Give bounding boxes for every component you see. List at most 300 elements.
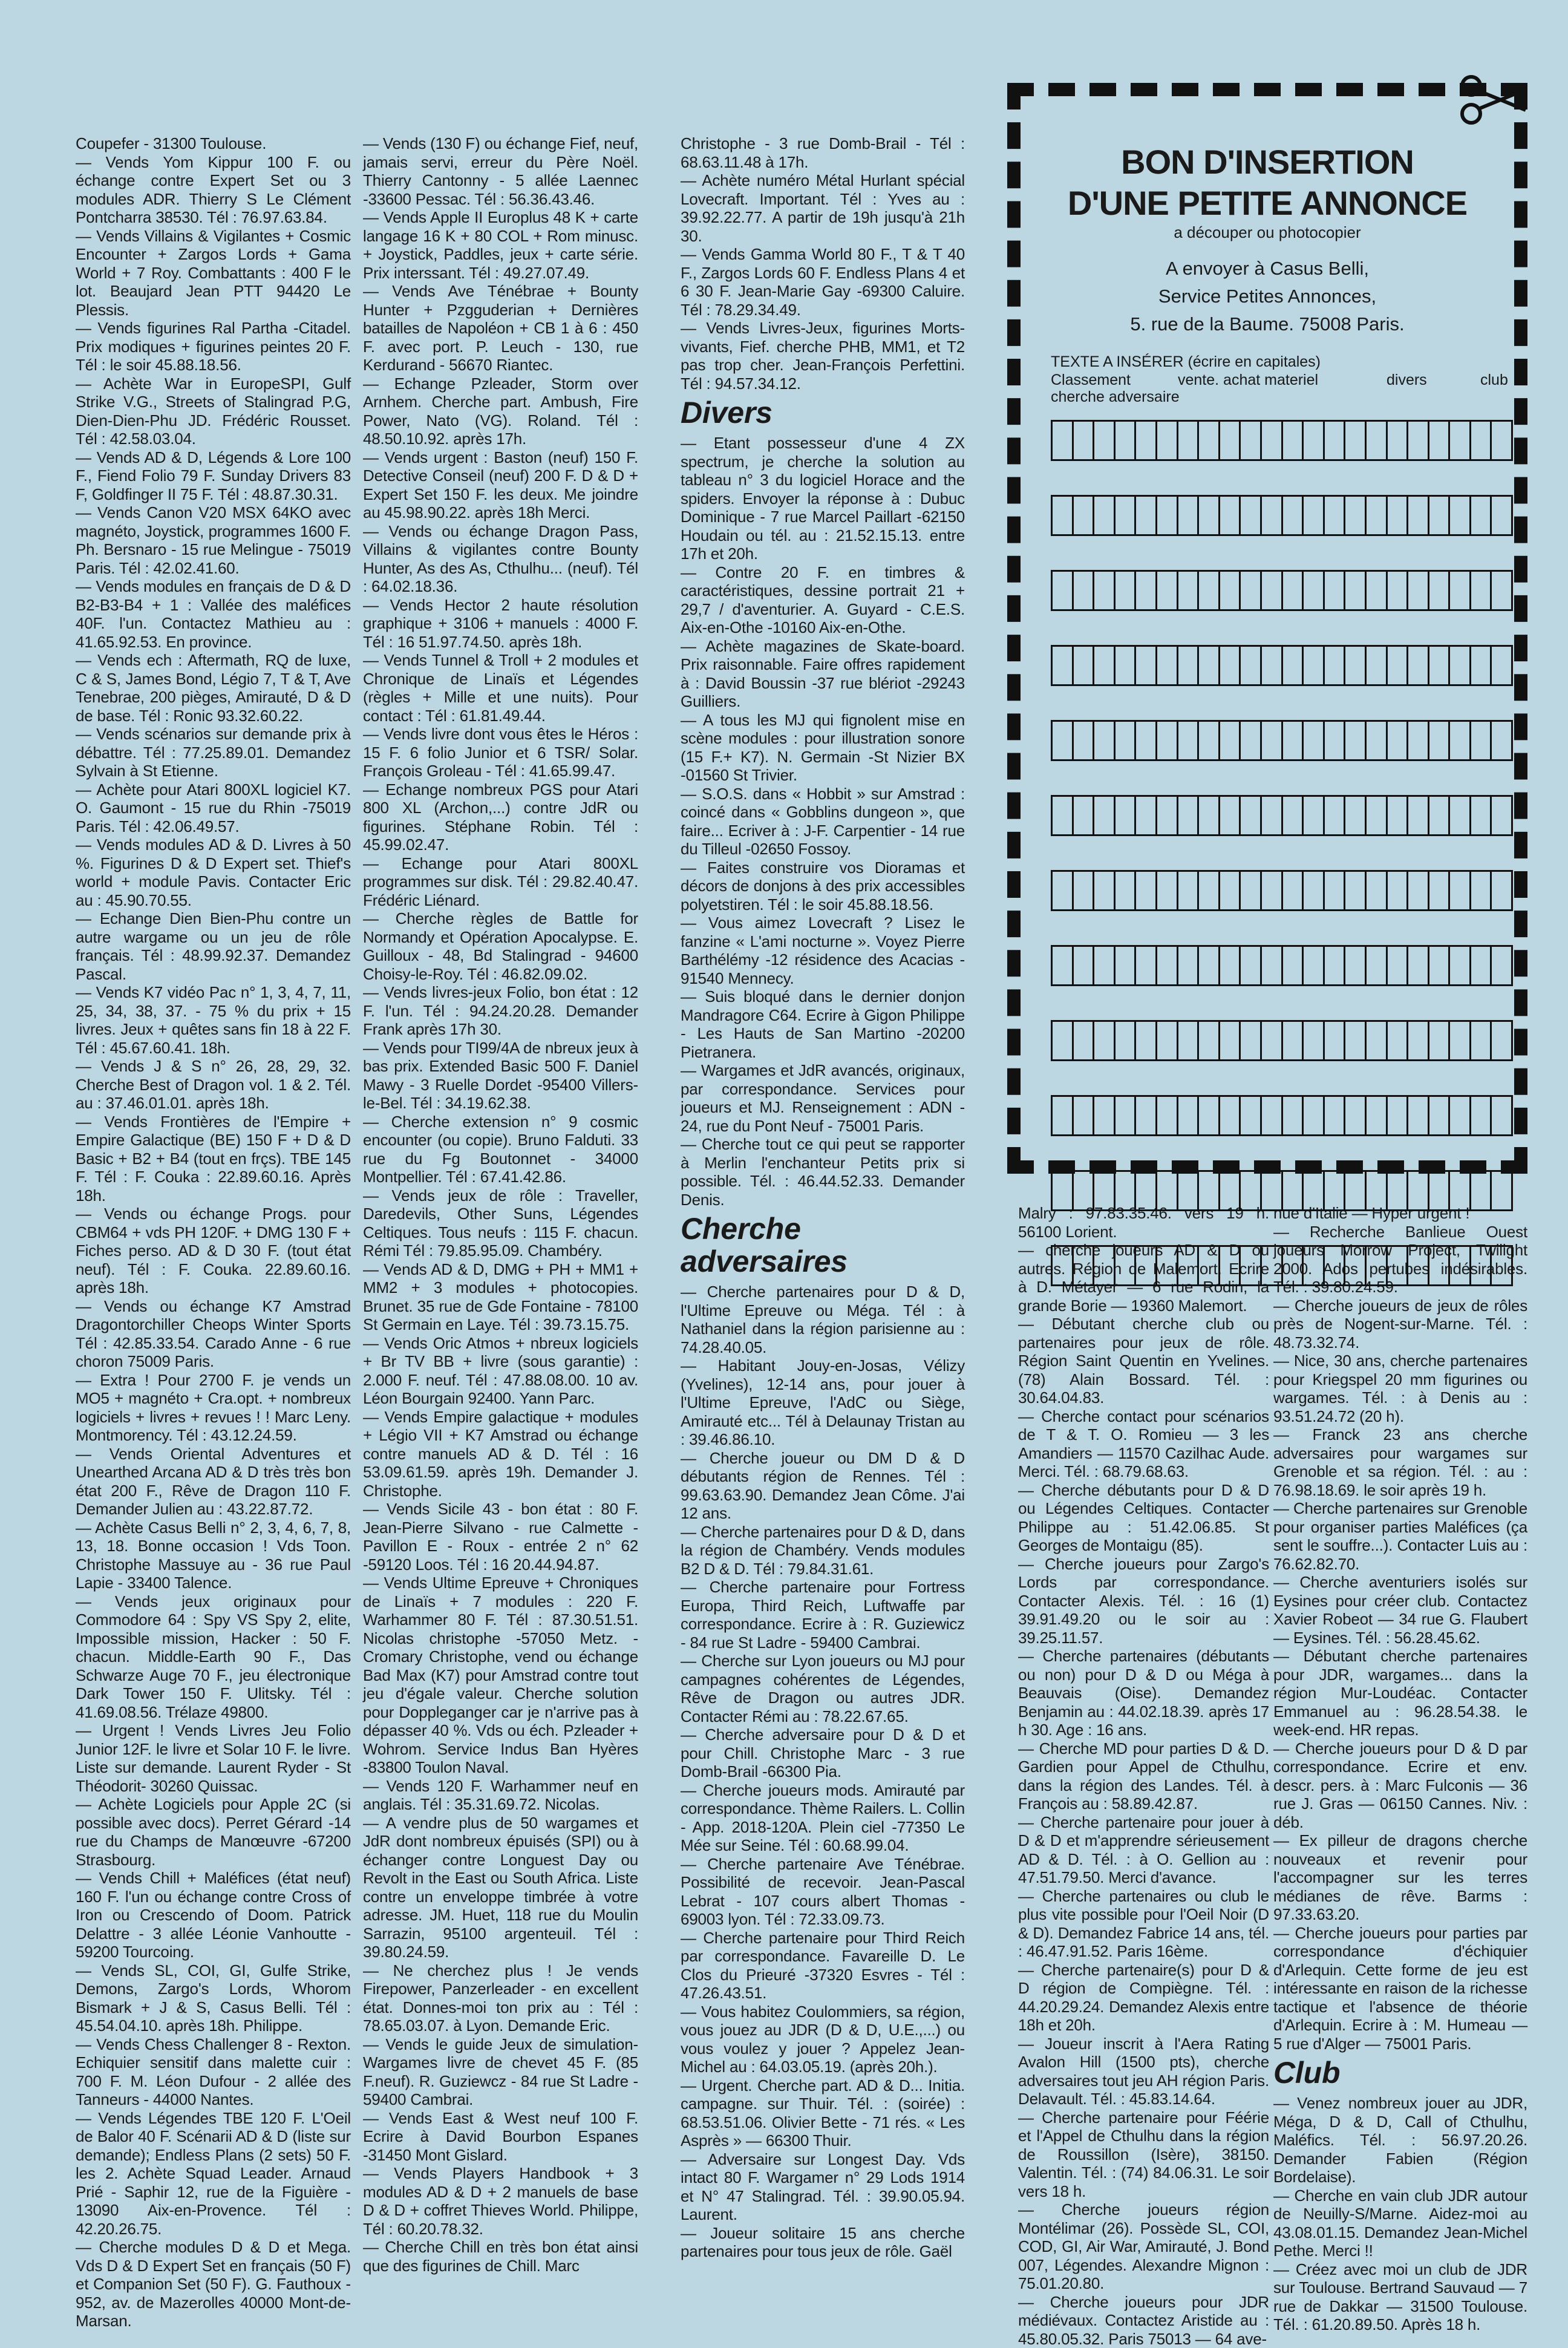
entry-cell[interactable] bbox=[1325, 722, 1346, 759]
entry-cell[interactable] bbox=[1408, 1022, 1429, 1059]
entry-cell[interactable] bbox=[1492, 1247, 1513, 1284]
category-cherche[interactable]: cherche adversaire bbox=[1051, 388, 1180, 405]
entry-cell[interactable] bbox=[1492, 647, 1513, 684]
entry-cell[interactable] bbox=[1053, 1172, 1074, 1209]
entry-cell[interactable] bbox=[1388, 422, 1409, 459]
entry-cell[interactable] bbox=[1136, 722, 1157, 759]
entry-cell[interactable] bbox=[1450, 947, 1471, 984]
entry-cell[interactable] bbox=[1492, 947, 1513, 984]
entry-cell[interactable] bbox=[1220, 1097, 1241, 1134]
entry-cell[interactable] bbox=[1199, 872, 1220, 909]
entry-cell[interactable] bbox=[1241, 1172, 1262, 1209]
entry-row[interactable] bbox=[1051, 645, 1513, 686]
entry-cell[interactable] bbox=[1304, 1097, 1325, 1134]
entry-cell[interactable] bbox=[1304, 572, 1325, 609]
entry-cell[interactable] bbox=[1283, 1247, 1304, 1284]
entry-cell[interactable] bbox=[1367, 947, 1388, 984]
entry-cell[interactable] bbox=[1345, 1022, 1367, 1059]
entry-cell[interactable] bbox=[1471, 1097, 1492, 1134]
entry-cell[interactable] bbox=[1053, 422, 1074, 459]
entry-cell[interactable] bbox=[1388, 872, 1409, 909]
entry-cell[interactable] bbox=[1388, 1172, 1409, 1209]
entry-row[interactable] bbox=[1051, 1095, 1513, 1136]
classified-ad: — Vends Sicile 43 - bon état : 80 F. Jean-Pierre Silvano - rue Calmette -Pavillon E - Roux - entrée 2 n° 62 -59120 Loos. Tél : 16 20.44.94.87. bbox=[363, 1500, 638, 1574]
entry-cell[interactable] bbox=[1199, 1172, 1220, 1209]
entry-cell[interactable] bbox=[1074, 1247, 1095, 1284]
entry-row[interactable] bbox=[1051, 1170, 1513, 1211]
entry-cell[interactable] bbox=[1136, 1172, 1157, 1209]
entry-cell[interactable] bbox=[1220, 797, 1241, 834]
entry-cell[interactable] bbox=[1094, 1247, 1116, 1284]
entry-cell[interactable] bbox=[1471, 872, 1492, 909]
entry-cell[interactable] bbox=[1345, 1172, 1367, 1209]
entry-cell[interactable] bbox=[1157, 722, 1178, 759]
entry-cell[interactable] bbox=[1388, 647, 1409, 684]
entry-cell[interactable] bbox=[1283, 1172, 1304, 1209]
entry-cell[interactable] bbox=[1157, 497, 1178, 534]
entry-cell[interactable] bbox=[1367, 1097, 1388, 1134]
entry-cell[interactable] bbox=[1450, 647, 1471, 684]
entry-cell[interactable] bbox=[1053, 572, 1074, 609]
entry-cell[interactable] bbox=[1367, 722, 1388, 759]
entry-cell[interactable] bbox=[1429, 422, 1451, 459]
entry-cell[interactable] bbox=[1450, 722, 1471, 759]
entry-cell[interactable] bbox=[1408, 722, 1429, 759]
entry-row[interactable] bbox=[1051, 1245, 1513, 1286]
entry-cell[interactable] bbox=[1283, 947, 1304, 984]
entry-cell[interactable] bbox=[1325, 872, 1346, 909]
entry-cell[interactable] bbox=[1283, 797, 1304, 834]
entry-cell[interactable] bbox=[1116, 947, 1137, 984]
entry-cell[interactable] bbox=[1388, 1097, 1409, 1134]
entry-cell[interactable] bbox=[1094, 1097, 1116, 1134]
entry-cell[interactable] bbox=[1304, 647, 1325, 684]
entry-cell[interactable] bbox=[1408, 1247, 1429, 1284]
entry-cell[interactable] bbox=[1074, 1022, 1095, 1059]
entry-cell[interactable] bbox=[1408, 1097, 1429, 1134]
entry-cell[interactable] bbox=[1450, 422, 1471, 459]
entry-cell[interactable] bbox=[1450, 572, 1471, 609]
entry-cell[interactable] bbox=[1116, 872, 1137, 909]
entry-cell[interactable] bbox=[1450, 1022, 1471, 1059]
entry-cell[interactable] bbox=[1178, 872, 1200, 909]
entry-cell[interactable] bbox=[1471, 1022, 1492, 1059]
entry-cell[interactable] bbox=[1074, 1097, 1095, 1134]
entry-cell[interactable] bbox=[1157, 947, 1178, 984]
entry-cell[interactable] bbox=[1053, 797, 1074, 834]
entry-cell[interactable] bbox=[1053, 647, 1074, 684]
entry-cell[interactable] bbox=[1178, 497, 1200, 534]
entry-cell[interactable] bbox=[1408, 1172, 1429, 1209]
entry-cell[interactable] bbox=[1116, 722, 1137, 759]
entry-cell[interactable] bbox=[1074, 872, 1095, 909]
entry-cell[interactable] bbox=[1157, 872, 1178, 909]
entry-cell[interactable] bbox=[1199, 422, 1220, 459]
entry-cell[interactable] bbox=[1116, 1247, 1137, 1284]
entry-cell[interactable] bbox=[1450, 1247, 1471, 1284]
entry-cell[interactable] bbox=[1492, 572, 1513, 609]
entry-cell[interactable] bbox=[1471, 422, 1492, 459]
entry-cell[interactable] bbox=[1367, 1172, 1388, 1209]
entry-cell[interactable] bbox=[1241, 797, 1262, 834]
entry-cell[interactable] bbox=[1199, 497, 1220, 534]
entry-cell[interactable] bbox=[1094, 647, 1116, 684]
entry-cell[interactable] bbox=[1241, 872, 1262, 909]
entry-cell[interactable] bbox=[1053, 947, 1074, 984]
entry-cell[interactable] bbox=[1053, 722, 1074, 759]
classified-ad: — Débutant cherche club ou partenaires pour jeux de rôle. Région Saint Quentin en Yvelines. (78) Alain Bossard. Tél. : 30.64.04.83. bbox=[1018, 1315, 1269, 1407]
entry-cell[interactable] bbox=[1199, 1022, 1220, 1059]
entry-cell[interactable] bbox=[1094, 872, 1116, 909]
entry-cell[interactable] bbox=[1325, 1022, 1346, 1059]
entry-cell[interactable] bbox=[1367, 797, 1388, 834]
entry-cell[interactable] bbox=[1388, 1247, 1409, 1284]
entry-cell[interactable] bbox=[1492, 1172, 1513, 1209]
entry-cell[interactable] bbox=[1262, 947, 1283, 984]
entry-cell[interactable] bbox=[1388, 572, 1409, 609]
entry-cell[interactable] bbox=[1074, 572, 1095, 609]
entry-cell[interactable] bbox=[1136, 497, 1157, 534]
classified-ad: — Vends Légendes TBE 120 F. L'Oeil de Balor 40 F. Scénarii AD & D (liste sur demande); Endless Plans (2 sets) 50 F. les 2. Achète Squad Leader. Arnaud Prié - Saphir 12, rue de la Figuière - 13090 Aix-en-Provence. Tél : 42.20.26.75. bbox=[76, 2109, 351, 2238]
entry-cell[interactable] bbox=[1220, 1247, 1241, 1284]
entry-cell[interactable] bbox=[1304, 497, 1325, 534]
entry-cell[interactable] bbox=[1178, 1172, 1200, 1209]
entry-cell[interactable] bbox=[1220, 497, 1241, 534]
entry-cell[interactable] bbox=[1304, 422, 1325, 459]
entry-cell[interactable] bbox=[1053, 1247, 1074, 1284]
entry-cell[interactable] bbox=[1116, 497, 1137, 534]
entry-cell[interactable] bbox=[1262, 1097, 1283, 1134]
entry-cell[interactable] bbox=[1116, 1172, 1137, 1209]
entry-cell[interactable] bbox=[1325, 1097, 1346, 1134]
entry-cell[interactable] bbox=[1116, 1097, 1137, 1134]
entry-cell[interactable] bbox=[1325, 797, 1346, 834]
entry-cell[interactable] bbox=[1136, 1022, 1157, 1059]
entry-cell[interactable] bbox=[1262, 497, 1283, 534]
entry-cell[interactable] bbox=[1429, 797, 1451, 834]
entry-cell[interactable] bbox=[1325, 497, 1346, 534]
entry-cell[interactable] bbox=[1408, 872, 1429, 909]
entry-cell[interactable] bbox=[1094, 722, 1116, 759]
entry-cell[interactable] bbox=[1094, 1022, 1116, 1059]
category-vente[interactable]: vente. achat materiel bbox=[1178, 371, 1318, 388]
entry-cell[interactable] bbox=[1429, 1247, 1451, 1284]
entry-cell[interactable] bbox=[1450, 497, 1471, 534]
entry-cell[interactable] bbox=[1241, 647, 1262, 684]
entry-cell[interactable] bbox=[1492, 722, 1513, 759]
entry-cell[interactable] bbox=[1283, 422, 1304, 459]
entry-cell[interactable] bbox=[1053, 1097, 1074, 1134]
entry-cell[interactable] bbox=[1220, 872, 1241, 909]
entry-cell[interactable] bbox=[1220, 722, 1241, 759]
entry-cell[interactable] bbox=[1283, 647, 1304, 684]
entry-cell[interactable] bbox=[1241, 1022, 1262, 1059]
entry-cell[interactable] bbox=[1345, 497, 1367, 534]
entry-cell[interactable] bbox=[1408, 497, 1429, 534]
classified-ad: — Vends AD & D, Légends & Lore 100 F., Fiend Folio 79 F. Sunday Drivers 83 F, Goldfinger II 75 F. Tél : 48.87.30.31. bbox=[76, 448, 351, 504]
entry-cell[interactable] bbox=[1116, 1022, 1137, 1059]
entry-cell[interactable] bbox=[1429, 497, 1451, 534]
entry-cell[interactable] bbox=[1429, 872, 1451, 909]
entry-cell[interactable] bbox=[1116, 647, 1137, 684]
entry-cell[interactable] bbox=[1053, 872, 1074, 909]
entry-cell[interactable] bbox=[1492, 497, 1513, 534]
entry-cell[interactable] bbox=[1408, 797, 1429, 834]
entry-cell[interactable] bbox=[1388, 797, 1409, 834]
entry-cell[interactable] bbox=[1471, 722, 1492, 759]
entry-cell[interactable] bbox=[1136, 1247, 1157, 1284]
entry-cell[interactable] bbox=[1325, 572, 1346, 609]
entry-cell[interactable] bbox=[1220, 1172, 1241, 1209]
entry-cell[interactable] bbox=[1283, 722, 1304, 759]
entry-cell[interactable] bbox=[1429, 1097, 1451, 1134]
entry-cell[interactable] bbox=[1220, 647, 1241, 684]
entry-cell[interactable] bbox=[1074, 422, 1095, 459]
entry-cell[interactable] bbox=[1199, 947, 1220, 984]
entry-cell[interactable] bbox=[1241, 497, 1262, 534]
entry-cell[interactable] bbox=[1429, 1022, 1451, 1059]
entry-cell[interactable] bbox=[1220, 1022, 1241, 1059]
entry-cell[interactable] bbox=[1367, 1247, 1388, 1284]
entry-cell[interactable] bbox=[1241, 422, 1262, 459]
entry-cell[interactable] bbox=[1178, 722, 1200, 759]
entry-row[interactable] bbox=[1051, 870, 1513, 911]
entry-cell[interactable] bbox=[1345, 872, 1367, 909]
entry-cell[interactable] bbox=[1388, 947, 1409, 984]
classified-ad: — Vends Yom Kippur 100 F. ou échange contre Expert Set ou 3 modules ADR. Thierry S Le Clément Pontcharra 38530. Tél : 76.97.63.84. bbox=[76, 153, 351, 227]
entry-cell[interactable] bbox=[1094, 797, 1116, 834]
classified-ad: — Cherche joueurs région Montélimar (26). Possède SL, COI, COD, GI, Air War, Amirauté, J. Bond 007, Légendes. Alexandre Mignon : 75.01.20.80. bbox=[1018, 2200, 1269, 2293]
entry-cell[interactable] bbox=[1136, 647, 1157, 684]
entry-cell[interactable] bbox=[1367, 1022, 1388, 1059]
entry-cell[interactable] bbox=[1074, 947, 1095, 984]
entry-row[interactable] bbox=[1051, 1020, 1513, 1061]
entry-row[interactable] bbox=[1051, 720, 1513, 761]
entry-cell[interactable] bbox=[1241, 722, 1262, 759]
entry-cell[interactable] bbox=[1283, 497, 1304, 534]
entry-cell[interactable] bbox=[1429, 572, 1451, 609]
column-5 bbox=[1273, 1204, 1527, 2184]
entry-cell[interactable] bbox=[1199, 722, 1220, 759]
entry-cell[interactable] bbox=[1283, 572, 1304, 609]
entry-cell[interactable] bbox=[1262, 1022, 1283, 1059]
entry-cell[interactable] bbox=[1325, 1172, 1346, 1209]
entry-cell[interactable] bbox=[1136, 422, 1157, 459]
entry-cell[interactable] bbox=[1116, 797, 1137, 834]
entry-cell[interactable] bbox=[1367, 572, 1388, 609]
entry-cell[interactable] bbox=[1471, 572, 1492, 609]
entry-cell[interactable] bbox=[1074, 797, 1095, 834]
classified-ad: — Cherche Chill en très bon état ainsi que des figurines de Chill. Marc bbox=[363, 2238, 638, 2275]
entry-cell[interactable] bbox=[1304, 1247, 1325, 1284]
entry-cell[interactable] bbox=[1408, 422, 1429, 459]
entry-cell[interactable] bbox=[1429, 647, 1451, 684]
entry-cell[interactable] bbox=[1136, 947, 1157, 984]
entry-cell[interactable] bbox=[1116, 422, 1137, 459]
entry-cell[interactable] bbox=[1136, 797, 1157, 834]
classified-ad: — Cherche tout ce qui peut se rapporter à Merlin l'enchanteur Petits prix si possible. Tél. : 46.44.52.33. Demander Denis. bbox=[681, 1135, 965, 1209]
entry-cell[interactable] bbox=[1157, 1172, 1178, 1209]
entry-cell[interactable] bbox=[1429, 1172, 1451, 1209]
entry-cell[interactable] bbox=[1262, 422, 1283, 459]
entry-cell[interactable] bbox=[1492, 1097, 1513, 1134]
entry-cell[interactable] bbox=[1074, 497, 1095, 534]
classified-ad: — Vends jeux de rôle : Traveller, Daredevils, Other Suns, Légendes Celtiques. Tous neufs : 115 F. chacun. Rémi Tél : 79.85.95.09. Chambéry. bbox=[363, 1186, 638, 1260]
entry-cell[interactable] bbox=[1283, 1097, 1304, 1134]
entry-cell[interactable] bbox=[1325, 1247, 1346, 1284]
entry-cell[interactable] bbox=[1199, 1097, 1220, 1134]
entry-cell[interactable] bbox=[1262, 872, 1283, 909]
category-divers[interactable]: divers bbox=[1387, 371, 1427, 388]
entry-cell[interactable] bbox=[1094, 497, 1116, 534]
entry-cell[interactable] bbox=[1325, 422, 1346, 459]
entry-cell[interactable] bbox=[1408, 947, 1429, 984]
classified-ad: — Vends Ultime Epreuve + Chroniques de Linaïs + 7 modules : 220 F. Warhammer 80 F. Tél : 87.30.51.51. Nicolas christophe -57050 Metz. - Cromary Christophe, vend ou échange Bad Max (K7) pour Amstrad contre tout jeu d'égale valeur. Cherche solution pour Doppleganger car je n'arrive pas à dépasser 40 %. Vds ou éch. Pzleader + Wohrom. Service Indus Ban Hyères -83800 Toulon Naval. bbox=[363, 1574, 638, 1777]
entry-cell[interactable] bbox=[1157, 1097, 1178, 1134]
entry-cell[interactable] bbox=[1408, 572, 1429, 609]
entry-cell[interactable] bbox=[1367, 872, 1388, 909]
entry-cell[interactable] bbox=[1262, 797, 1283, 834]
entry-cell[interactable] bbox=[1262, 647, 1283, 684]
entry-cell[interactable] bbox=[1116, 572, 1137, 609]
text-entry-grid[interactable] bbox=[1051, 420, 1513, 1320]
entry-cell[interactable] bbox=[1304, 872, 1325, 909]
entry-cell[interactable] bbox=[1178, 1022, 1200, 1059]
entry-cell[interactable] bbox=[1450, 797, 1471, 834]
classified-ad: — Achète War in EuropeSPI, Gulf Strike V.G., Streets of Stalingrad P.G, Dien-Dien-Phu JD. Frédéric Rousset. Tél : 42.58.03.04. bbox=[76, 374, 351, 448]
entry-cell[interactable] bbox=[1074, 647, 1095, 684]
entry-cell[interactable] bbox=[1325, 647, 1346, 684]
entry-cell[interactable] bbox=[1450, 1097, 1471, 1134]
entry-cell[interactable] bbox=[1471, 497, 1492, 534]
entry-row[interactable] bbox=[1051, 795, 1513, 836]
entry-cell[interactable] bbox=[1094, 1172, 1116, 1209]
entry-cell[interactable] bbox=[1136, 572, 1157, 609]
entry-cell[interactable] bbox=[1304, 722, 1325, 759]
entry-cell[interactable] bbox=[1094, 422, 1116, 459]
classified-ad: — Cherche partenaire pour Féérie et l'Appel de Cthulhu dans la région de Roussillon (Isère), 38150. Valentin. Tél. : (74) 84.06.31. Le soir vers 18 h. bbox=[1018, 2108, 1269, 2201]
entry-cell[interactable] bbox=[1325, 947, 1346, 984]
entry-cell[interactable] bbox=[1388, 497, 1409, 534]
entry-cell[interactable] bbox=[1492, 1022, 1513, 1059]
entry-cell[interactable] bbox=[1492, 797, 1513, 834]
entry-cell[interactable] bbox=[1471, 1247, 1492, 1284]
entry-cell[interactable] bbox=[1094, 947, 1116, 984]
entry-cell[interactable] bbox=[1157, 797, 1178, 834]
entry-cell[interactable] bbox=[1388, 1022, 1409, 1059]
entry-cell[interactable] bbox=[1345, 572, 1367, 609]
entry-cell[interactable] bbox=[1199, 647, 1220, 684]
entry-cell[interactable] bbox=[1471, 1172, 1492, 1209]
entry-cell[interactable] bbox=[1367, 497, 1388, 534]
entry-cell[interactable] bbox=[1199, 797, 1220, 834]
entry-cell[interactable] bbox=[1157, 647, 1178, 684]
entry-cell[interactable] bbox=[1471, 947, 1492, 984]
entry-cell[interactable] bbox=[1283, 872, 1304, 909]
entry-cell[interactable] bbox=[1367, 647, 1388, 684]
entry-cell[interactable] bbox=[1241, 947, 1262, 984]
entry-cell[interactable] bbox=[1136, 1097, 1157, 1134]
classified-ad: — Echange pour Atari 800XL programmes sur disk. Tél : 29.82.40.47. Frédéric Liénard. bbox=[363, 854, 638, 910]
entry-cell[interactable] bbox=[1304, 1172, 1325, 1209]
entry-cell[interactable] bbox=[1367, 422, 1388, 459]
entry-cell[interactable] bbox=[1157, 1247, 1178, 1284]
entry-cell[interactable] bbox=[1220, 422, 1241, 459]
entry-cell[interactable] bbox=[1262, 572, 1283, 609]
column-2 bbox=[363, 134, 638, 2179]
entry-cell[interactable] bbox=[1262, 1247, 1283, 1284]
entry-cell[interactable] bbox=[1450, 1172, 1471, 1209]
classified-ad: — Franck 23 ans cherche adversaires pour wargames sur Grenoble et sa région. Tél. : au : 76.98.18.69. le soir après 19 h. bbox=[1273, 1425, 1527, 1499]
classified-ad: — Vends pour TI99/4A de nbreux jeux à bas prix. Extended Basic 500 F. Daniel Mawy - 3 Ruelle Dordet -95400 Villers-le-Bel. Tél : 34.19.62.38. bbox=[363, 1039, 638, 1113]
entry-cell[interactable] bbox=[1283, 1022, 1304, 1059]
entry-cell[interactable] bbox=[1178, 1247, 1200, 1284]
entry-cell[interactable] bbox=[1262, 722, 1283, 759]
entry-cell[interactable] bbox=[1241, 1097, 1262, 1134]
entry-cell[interactable] bbox=[1345, 797, 1367, 834]
entry-cell[interactable] bbox=[1492, 872, 1513, 909]
entry-cell[interactable] bbox=[1345, 1247, 1367, 1284]
entry-cell[interactable] bbox=[1345, 947, 1367, 984]
entry-cell[interactable] bbox=[1178, 797, 1200, 834]
entry-cell[interactable] bbox=[1304, 797, 1325, 834]
entry-cell[interactable] bbox=[1199, 572, 1220, 609]
entry-cell[interactable] bbox=[1178, 647, 1200, 684]
entry-row[interactable] bbox=[1051, 570, 1513, 611]
entry-cell[interactable] bbox=[1262, 1172, 1283, 1209]
entry-cell[interactable] bbox=[1304, 1022, 1325, 1059]
entry-cell[interactable] bbox=[1345, 722, 1367, 759]
entry-cell[interactable] bbox=[1136, 872, 1157, 909]
entry-cell[interactable] bbox=[1178, 422, 1200, 459]
entry-cell[interactable] bbox=[1220, 947, 1241, 984]
category-club[interactable]: club bbox=[1480, 371, 1508, 388]
entry-row[interactable] bbox=[1051, 945, 1513, 986]
entry-row[interactable] bbox=[1051, 420, 1513, 461]
entry-cell[interactable] bbox=[1388, 722, 1409, 759]
entry-cell[interactable] bbox=[1157, 1022, 1178, 1059]
entry-cell[interactable] bbox=[1178, 1097, 1200, 1134]
entry-cell[interactable] bbox=[1094, 572, 1116, 609]
entry-cell[interactable] bbox=[1492, 422, 1513, 459]
entry-cell[interactable] bbox=[1199, 1247, 1220, 1284]
section-title-club: Club bbox=[1273, 2056, 1527, 2089]
entry-cell[interactable] bbox=[1241, 572, 1262, 609]
entry-cell[interactable] bbox=[1471, 797, 1492, 834]
entry-cell[interactable] bbox=[1408, 647, 1429, 684]
entry-cell[interactable] bbox=[1178, 947, 1200, 984]
entry-cell[interactable] bbox=[1429, 722, 1451, 759]
entry-cell[interactable] bbox=[1471, 647, 1492, 684]
classified-ad: — Cherche partenaire pour Third Reich par correspondance. Favareille D. Le Clos du Prieuré -37320 Esvres - Tél : 47.26.43.51. bbox=[681, 1929, 965, 2003]
entry-cell[interactable] bbox=[1074, 722, 1095, 759]
entry-cell[interactable] bbox=[1345, 422, 1367, 459]
entry-cell[interactable] bbox=[1241, 1247, 1262, 1284]
entry-cell[interactable] bbox=[1220, 572, 1241, 609]
entry-cell[interactable] bbox=[1450, 872, 1471, 909]
entry-cell[interactable] bbox=[1345, 1097, 1367, 1134]
entry-cell[interactable] bbox=[1053, 1022, 1074, 1059]
entry-cell[interactable] bbox=[1157, 572, 1178, 609]
entry-cell[interactable] bbox=[1053, 497, 1074, 534]
entry-cell[interactable] bbox=[1178, 572, 1200, 609]
entry-cell[interactable] bbox=[1074, 1172, 1095, 1209]
entry-row[interactable] bbox=[1051, 495, 1513, 536]
entry-cell[interactable] bbox=[1304, 947, 1325, 984]
entry-cell[interactable] bbox=[1345, 647, 1367, 684]
entry-cell[interactable] bbox=[1157, 422, 1178, 459]
entry-cell[interactable] bbox=[1429, 947, 1451, 984]
